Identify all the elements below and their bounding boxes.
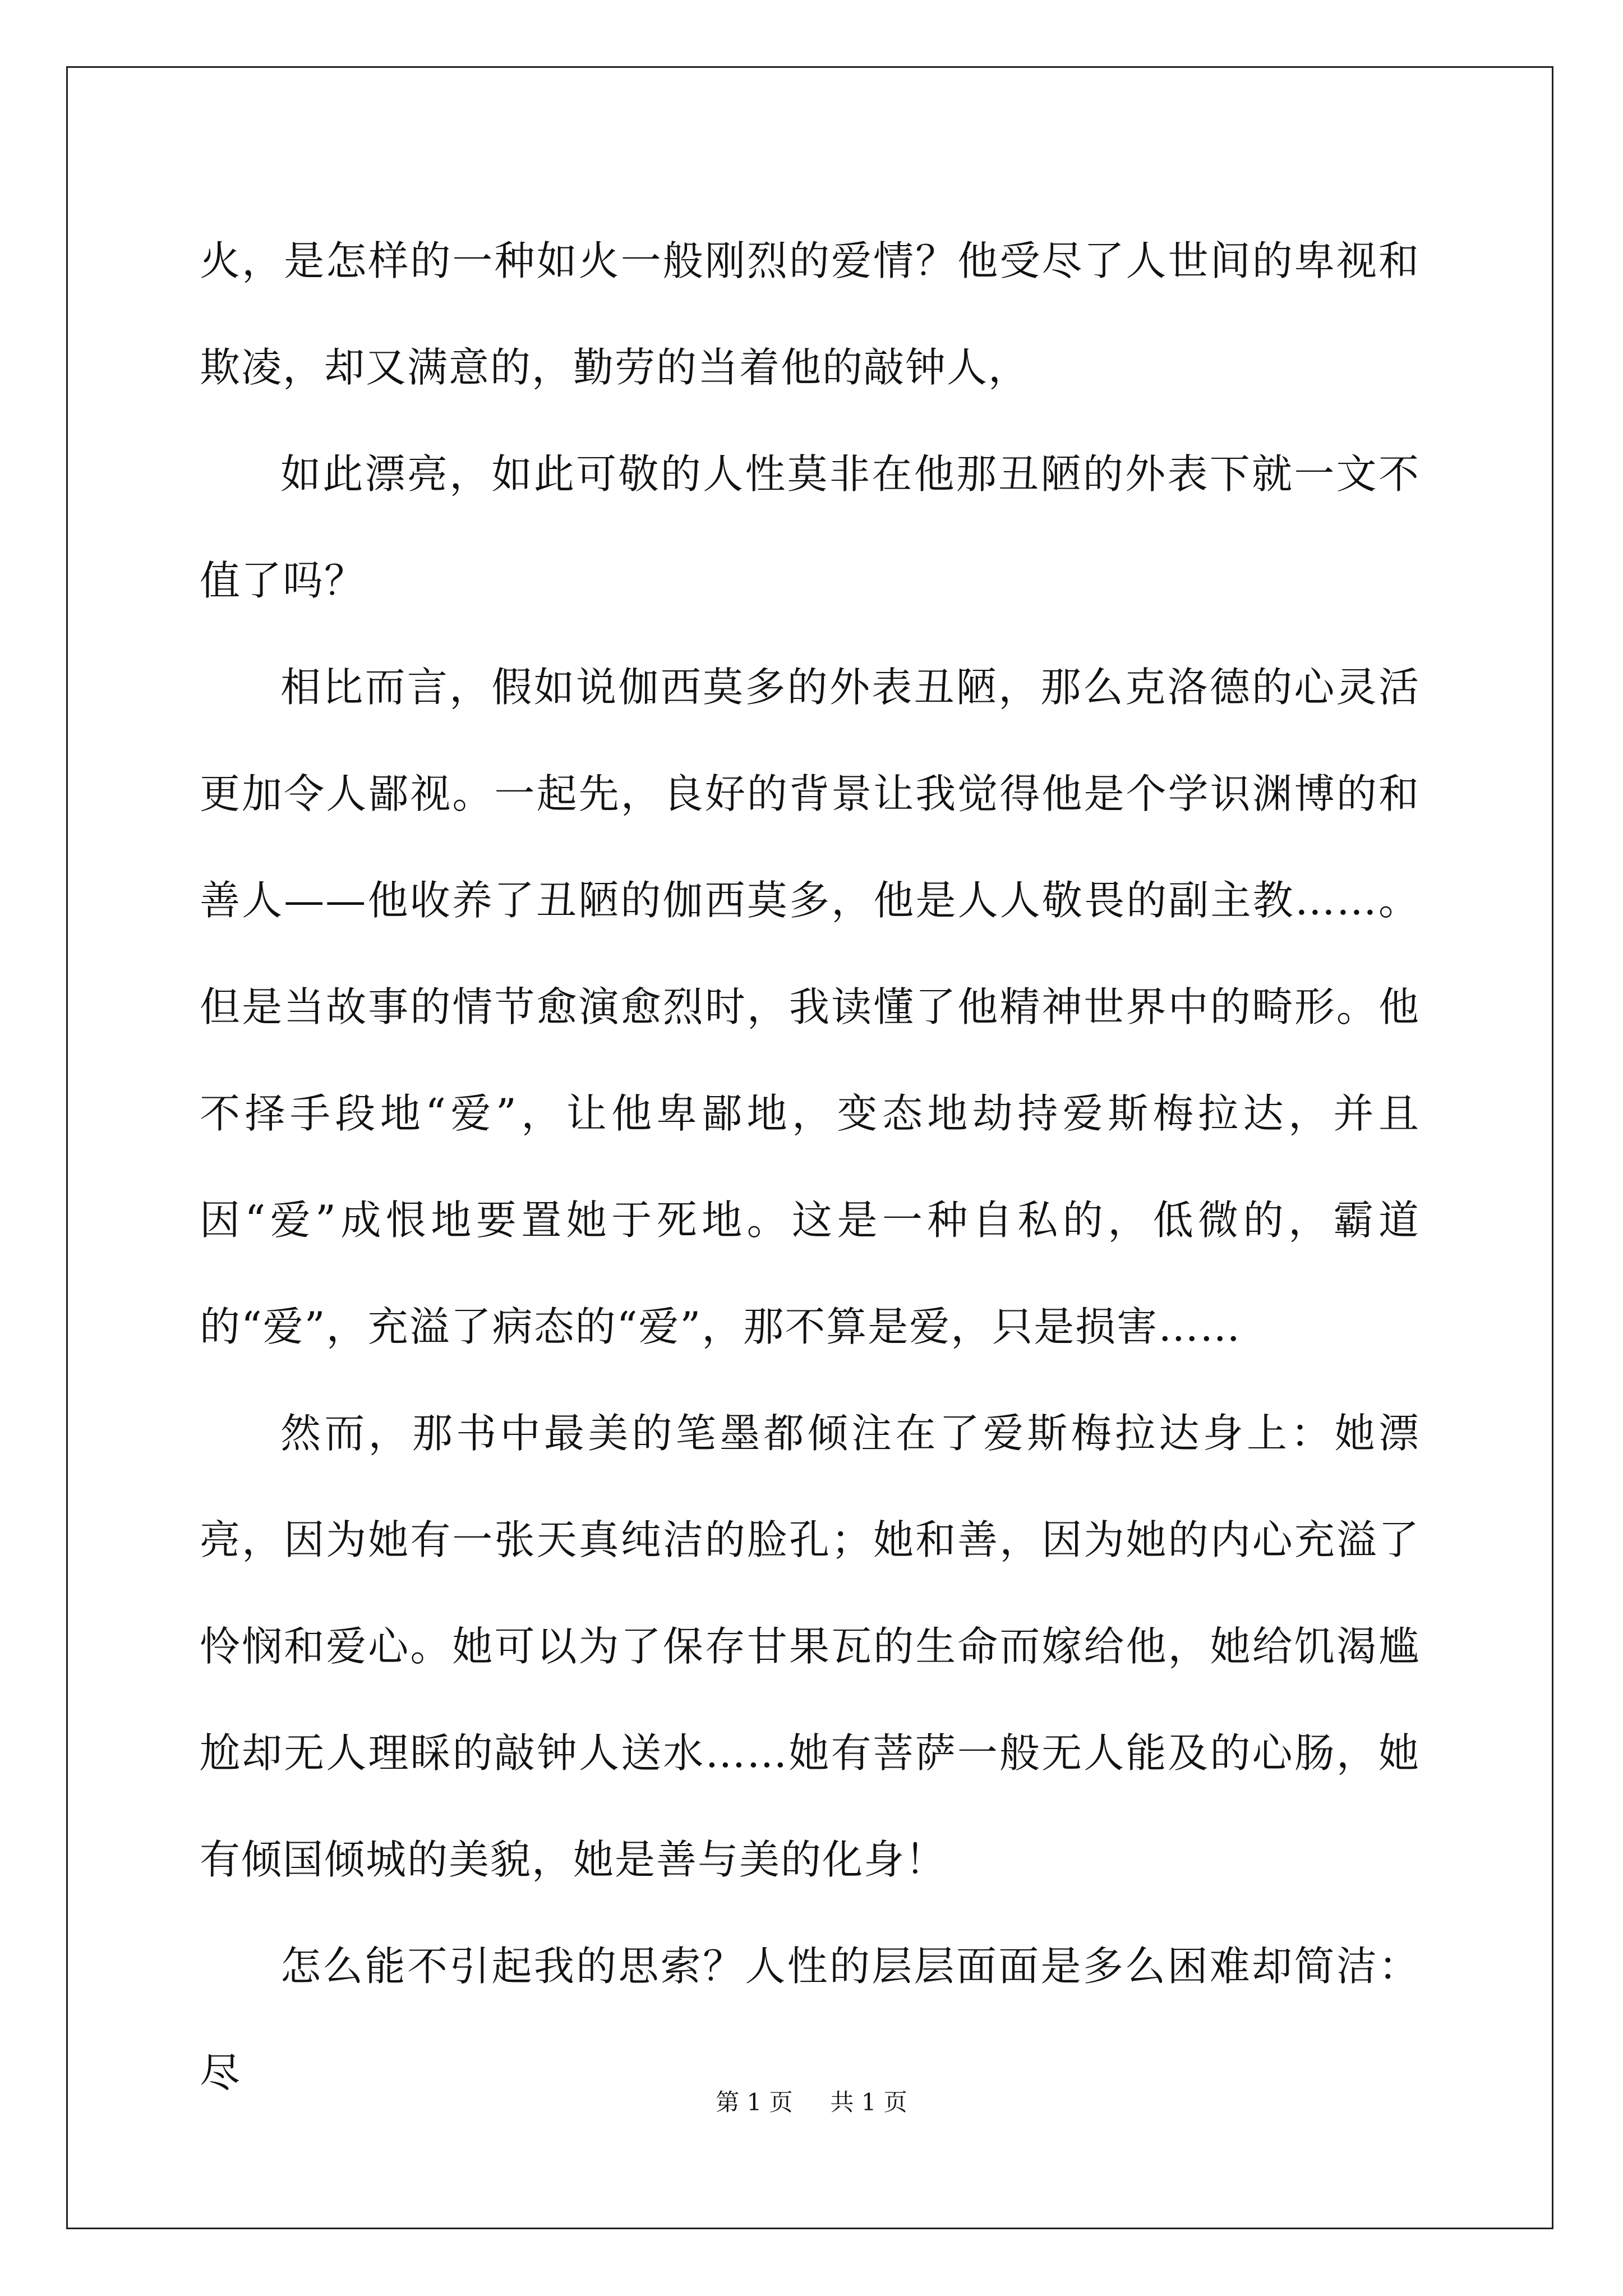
page-total: 共 1 页 (830, 2088, 907, 2116)
paragraph-1: 火，是怎样的一种如火一般刚烈的爱情？他受尽了人世间的卑视和欺凌，却又满意的，勤劳的当着他的敲钟人， (200, 237, 1420, 391)
paragraph-3: 相比而言，假如说伽西莫多的外表丑陋，那么克洛德的心灵活更加令人鄙视。一起先，良好的背景让我觉得他是个学识渊博的和善人——他收养了丑陋的伽西莫多，他是人人敬畏的副主教……。但是当故事的情节愈演愈烈时，我读懂了他精神世界中的畸形。他不择手段地“爱”，让他卑鄙地，变态地劫持爱斯梅拉达，并且因“爱”成恨地要置她于死地。这是一种自私的，低微的，霸道的“爱”，充溢了病态的“爱”，那不算是爱，只是损害…… (200, 664, 1420, 1350)
document-body (200, 208, 1420, 2126)
paragraph-5: 怎么能不引起我的思索？人性的层层面面是多么困难却简洁：尽 (200, 1943, 1420, 2096)
paragraph-2: 如此漂亮，如此可敬的人性莫非在他那丑陋的外表下就一文不值了吗？ (200, 450, 1420, 604)
page-number: 第 1 页 (716, 2088, 793, 2116)
page-footer (0, 2084, 1623, 2118)
paragraph-4: 然而，那书中最美的笔墨都倾注在了爱斯梅拉达身上：她漂亮，因为她有一张天真纯洁的脸孔；她和善，因为她的内心充溢了怜悯和爱心。她可以为了保存甘果瓦的生命而嫁给他，她给饥渴尴尬却无人理睬的敲钟人送水……她有菩萨一般无人能及的心肠，她有倾国倾城的美貌，她是善与美的化身！ (200, 1410, 1420, 1883)
